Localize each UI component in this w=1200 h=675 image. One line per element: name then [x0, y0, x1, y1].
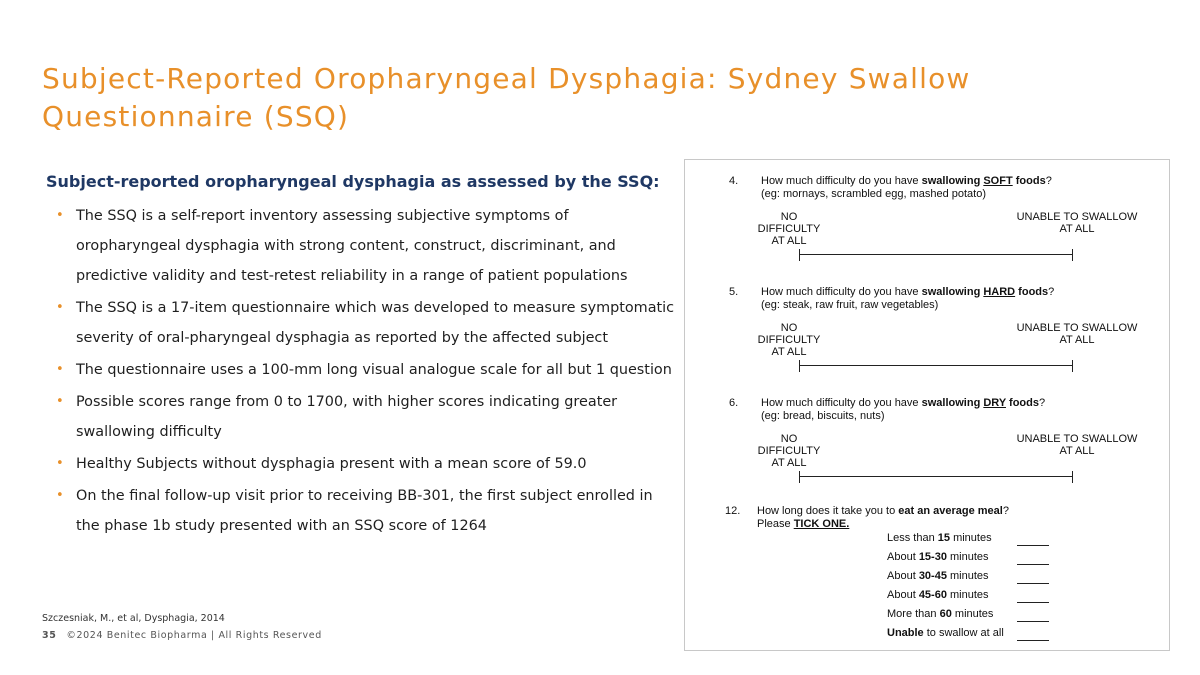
answer-option: About 45-60 minutes: [887, 589, 989, 601]
question-number: 12.: [725, 505, 741, 517]
question-text-bold: foods: [1005, 397, 1039, 409]
question-text-underline: HARD: [983, 286, 1016, 298]
scale-left-label: NO DIFFICULTY AT ALL: [757, 211, 821, 247]
answer-option: About 30-45 minutes: [887, 570, 989, 582]
question-text-bold: swallowing: [921, 286, 984, 298]
question-text-bold: foods: [1012, 175, 1046, 187]
question-text-part: ?: [1045, 175, 1052, 187]
bullet-dot-icon: •: [56, 362, 64, 377]
copyright: ©2024 Benitec Biopharma | All Rights Reserved: [66, 630, 322, 641]
bullet-text: The SSQ is a self-report inventory assessing subjective symptoms of oropharyngeal dysphagia with strong content, construct, discriminant, and predictive validity and test-retest reliability in a range of patient populations: [76, 208, 628, 284]
question-text-bold: swallowing: [921, 397, 984, 409]
scale-right-label: UNABLE TO SWALLOW AT ALL: [1016, 433, 1138, 457]
question-text-part: ?: [1002, 505, 1009, 517]
question-text-bold: foods: [1015, 286, 1049, 298]
bullet-text: The questionnaire uses a 100-mm long visual analogue scale for all but 1 question: [76, 362, 672, 378]
reference-citation: Szczesniak, M., et al, Dysphagia, 2014: [42, 613, 225, 624]
bullet-text: Possible scores range from 0 to 1700, with higher scores indicating greater swallowing difficulty: [76, 394, 618, 440]
tick-blank: [1017, 564, 1049, 565]
bullet-item: [46, 481, 676, 541]
scale-end-tick: [1072, 249, 1073, 261]
bullet-dot-icon: •: [56, 208, 64, 223]
scale-right-label: UNABLE TO SWALLOW AT ALL: [1016, 322, 1138, 346]
answer-option: Less than 15 minutes: [887, 532, 992, 544]
question-text-underline: TICK ONE.: [793, 518, 850, 530]
bullet-text: On the final follow-up visit prior to receiving BB-301, the first subject enrolled in the phase 1b study presented with an SSQ score of 1264: [76, 488, 653, 534]
scale-left-label: NO DIFFICULTY AT ALL: [757, 322, 821, 358]
scale-left-label: NO DIFFICULTY AT ALL: [757, 433, 821, 469]
scale-end-tick: [1072, 360, 1073, 372]
visual-analogue-scale: [799, 476, 1073, 477]
question-text-part: ?: [1038, 397, 1046, 409]
slide-title: Subject-Reported Oropharyngeal Dysphagia: Sydney Swallow Questionnaire (SSQ): [42, 62, 971, 133]
question-text-part: How much difficulty do you have: [761, 397, 922, 409]
scale-start-tick: [799, 360, 800, 372]
question-text: [757, 505, 1157, 531]
answer-option: About 15-30 minutes: [887, 551, 989, 563]
question-text-part: How much difficulty do you have: [761, 175, 922, 187]
question-example: (eg: bread, biscuits, nuts): [761, 410, 885, 422]
visual-analogue-scale: [799, 365, 1073, 366]
question-example: (eg: mornays, scrambled egg, mashed potato): [761, 188, 987, 200]
content-left: [46, 172, 676, 543]
questionnaire-image: [684, 159, 1170, 651]
tick-blank: [1017, 621, 1049, 622]
page-number: 35: [42, 630, 57, 641]
bullet-list: [46, 201, 676, 541]
question-number: 4.: [729, 175, 739, 187]
question-text-bold: eat an average meal: [898, 505, 1003, 517]
bullet-text: Healthy Subjects without dysphagia present with a mean score of 59.0: [76, 456, 587, 472]
bullet-item: [46, 293, 676, 353]
bullet-dot-icon: •: [56, 300, 64, 315]
scale-right-label: UNABLE TO SWALLOW AT ALL: [1016, 211, 1138, 235]
scale-end-tick: [1072, 471, 1073, 483]
bullet-dot-icon: •: [56, 394, 64, 409]
bullet-text: The SSQ is a 17-item questionnaire which was developed to measure symptomatic severity of oral-pharyngeal dysphagia as reported by the affected subject: [76, 300, 675, 346]
bullet-item: [46, 355, 676, 385]
bullet-item: [46, 387, 676, 447]
question-text-part: How long does it take you to: [757, 505, 899, 517]
bullet-dot-icon: •: [56, 456, 64, 471]
question-text-underline: DRY: [983, 397, 1006, 409]
question-text: [761, 175, 1161, 201]
bullet-dot-icon: •: [56, 488, 64, 503]
question-text-underline: SOFT: [983, 175, 1013, 187]
question-text-bold: swallowing: [921, 175, 984, 187]
tick-blank: [1017, 583, 1049, 584]
question-text-part: ?: [1048, 286, 1055, 298]
subheading: Subject-reported oropharyngeal dysphagia as assessed by the SSQ:: [46, 172, 660, 191]
bullet-item: [46, 449, 676, 479]
question-text-part: Please: [757, 518, 794, 530]
footer: [42, 630, 322, 641]
question-number: 5.: [729, 286, 739, 298]
tick-blank: [1017, 640, 1049, 641]
scale-start-tick: [799, 471, 800, 483]
question-text: [761, 286, 1161, 312]
answer-option: More than 60 minutes: [887, 608, 994, 620]
visual-analogue-scale: [799, 254, 1073, 255]
scale-start-tick: [799, 249, 800, 261]
bullet-item: [46, 201, 676, 291]
question-text-part: How much difficulty do you have: [761, 286, 922, 298]
question-example: (eg: steak, raw fruit, raw vegetables): [761, 299, 939, 311]
question-number: 6.: [729, 397, 739, 409]
tick-blank: [1017, 545, 1049, 546]
tick-blank: [1017, 602, 1049, 603]
answer-option: Unable to swallow at all: [887, 627, 1004, 639]
question-text: [761, 397, 1161, 423]
